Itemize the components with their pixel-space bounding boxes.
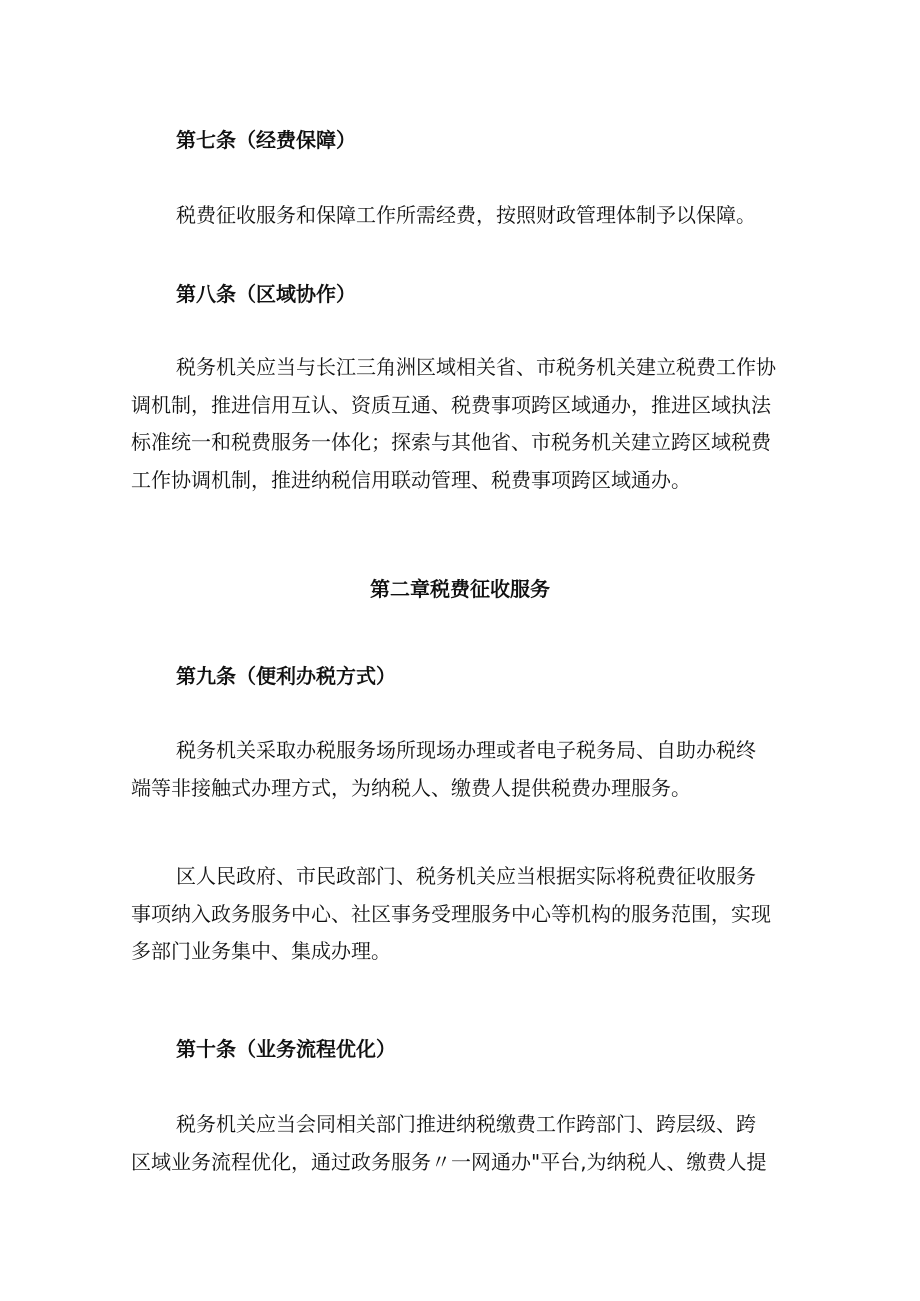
article-7-line: 税费征收服务和保障工作所需经费，按照财政管理体制予以保障。 bbox=[176, 203, 756, 227]
article-10-line: 区域业务流程优化，通过政务服务〃一网通办"平台,为纳税人、缴费人提 bbox=[131, 1149, 767, 1174]
article-9-line: 税务机关采取办税服务场所现场办理或者电子税务局、自助办税终 bbox=[176, 738, 756, 762]
article-8-line: 调机制，推进信用互认、资质互通、税费事项跨区域通办，推进区域执法 bbox=[131, 392, 771, 417]
article-10-heading: 第十条（业务流程优化） bbox=[176, 1037, 396, 1061]
article-9-paragraph-2 bbox=[131, 858, 791, 971]
article-8-line: 税务机关应当与长江三角洲区域相关省、市税务机关建立税费工作协 bbox=[176, 355, 776, 379]
article-7-heading: 第七条（经费保障） bbox=[176, 128, 356, 152]
article-7-body bbox=[131, 197, 791, 235]
article-9-heading: 第九条（便利办税方式） bbox=[176, 664, 396, 688]
article-8-line: 标准统一和税费服务一体化；探索与其他省、市税务机关建立跨区域税费 bbox=[131, 430, 771, 454]
article-8-body bbox=[131, 349, 791, 499]
article-9-line: 多部门业务集中、集成办理。 bbox=[131, 939, 391, 963]
article-10-line: 税务机关应当会同相关部门推进纳税缴费工作跨部门、跨层级、跨 bbox=[176, 1112, 756, 1136]
chapter-2-title: 第二章税费征收服务 bbox=[370, 577, 550, 601]
article-9-line: 区人民政府、市民政部门、税务机关应当根据实际将税费征收服务 bbox=[176, 864, 756, 888]
article-9-line: 事项纳入政务服务中心、社区事务受理服务中心等机构的服务范围，实现 bbox=[131, 901, 771, 926]
article-8-heading: 第八条（区域协作） bbox=[176, 282, 356, 306]
article-9-line: 端等非接触式办理方式，为纳税人、缴费人提供税费办理服务。 bbox=[131, 775, 691, 800]
article-9-paragraph-1 bbox=[131, 732, 791, 807]
article-10-body bbox=[131, 1106, 791, 1181]
article-8-line: 工作协调机制，推进纳税信用联动管理、税费事项跨区域通办。 bbox=[131, 467, 691, 492]
